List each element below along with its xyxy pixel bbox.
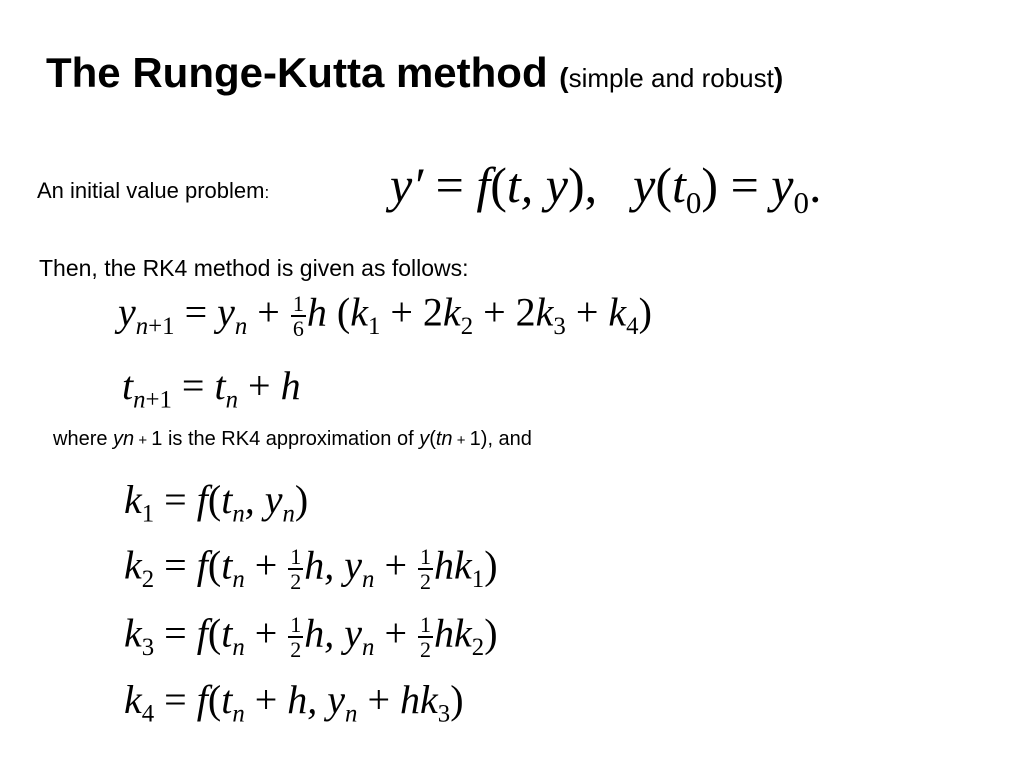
title-subtitle: simple and robust (568, 63, 774, 93)
where-tn: tn (435, 428, 453, 450)
equation-k4: $k_4 = f(t_n + h$, $y_n + hk_3$) (124, 677, 464, 728)
where-yn: yn (113, 428, 135, 450)
where-plus-1: + (134, 432, 152, 449)
equation-y-next: $y_{n+1} = y_n$ + $\frac{1}{6}$ h $(k_1 + 2k_2 + 2k_3 + k_4)$ (118, 289, 652, 342)
ivp-label-colon: : (264, 183, 270, 202)
where-paren: ( (429, 428, 436, 450)
where-plus-2: + (452, 432, 470, 449)
title-paren-open: ( (559, 62, 569, 93)
title-paren-close: ) (773, 62, 784, 93)
rk4-intro-text: Then, the RK4 method is given as follows: (39, 255, 469, 281)
title-main: The Runge-Kutta method (46, 49, 548, 96)
ivp-equation: y′ = f(t, y), $y(t_0) = y_0$. (390, 157, 822, 220)
equation-k2: $k_2 = f(t_n$ + $\frac{1}{2}$ h, $y_n$ + $\frac{1}{2}$ $hk_1$) (124, 542, 498, 595)
equation-k1: $k_1 = f(t_n$, $y_n$) (124, 477, 309, 528)
where-text-3: 1), and (469, 428, 532, 450)
where-y: y (419, 428, 430, 450)
where-text-1: where (53, 428, 114, 450)
where-text-2: 1 is the RK4 approximation of (151, 428, 420, 450)
equation-t-next: $t_{n+1} = t_n + h$ (122, 363, 301, 414)
where-description (53, 428, 532, 451)
equation-k3: $k_3 = f(t_n$ + $\frac{1}{2}$ h, $y_n$ + $\frac{1}{2}$ $hk_2$) (124, 610, 498, 663)
slide-title (46, 49, 784, 96)
ivp-label (37, 178, 269, 204)
ivp-label-text: An initial value problem (37, 178, 265, 203)
